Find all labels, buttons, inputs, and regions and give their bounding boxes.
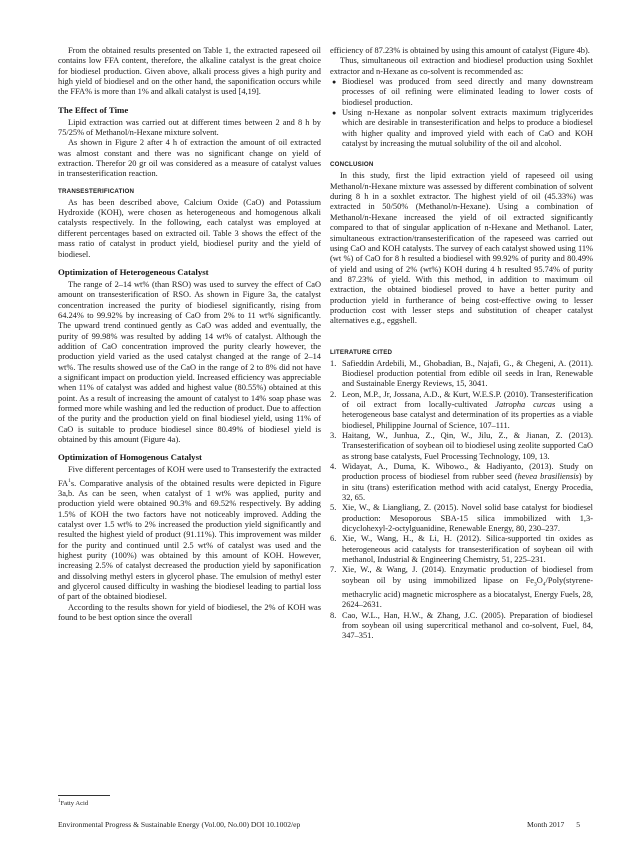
- left-column: [58, 46, 321, 623]
- reference-text: Widayat, A., Duma, K. Wibowo., & Hadiyanto, (2013). Study on production process of biodiesel from rubber seed (: [342, 462, 593, 482]
- reference-text: Xie, W., & Liangliang, Z. (2015). Novel solid base catalyst for biodiesel production: Mesoporous SBA-15 silica immobilized with 1,3-dicyclohexyl-2-octylguanidine, Renewable Energy, 80, 230–237.: [342, 503, 593, 534]
- section-heading-effect-of-time: The Effect of Time: [58, 104, 129, 115]
- subscript: 4: [542, 581, 546, 588]
- reference-item: [330, 431, 593, 462]
- issue-date: [527, 819, 570, 831]
- section-heading-conclusion: CONCLUSION: [330, 161, 374, 169]
- section-heading-heterogeneous-catalyst: Optimization of Heterogeneous Catalyst: [58, 266, 209, 277]
- reference-item: [330, 390, 593, 431]
- list-item-text: Using n-Hexane as nonpolar solvent extracts maximum triglycerides which are desirable in transesterification and helps to produce a biodiesel with higher quality and improved yield with each of CaO and KOH catalyst by increasing the mutual solubility of the oil and alcohol.: [342, 108, 593, 149]
- reference-number: 1.: [330, 358, 337, 368]
- page-footer: [58, 819, 580, 831]
- reference-text: Xie, W., Wang, H., & Li, H. (2012). Silica-supported tin oxides as heterogeneous acid catalysts for transesterification of soybean oil with methanol, Industrial & Engineering Chemistry, 51, 225–231.: [342, 534, 593, 565]
- reference-number: 3.: [330, 431, 337, 440]
- list-item-text: Biodiesel was produced from seed directly and many downstream processes of oil refining were eliminated leading to lower costs of biodiesel production.: [342, 77, 593, 107]
- reference-number: 7.: [330, 565, 337, 575]
- footnote-rule: [58, 795, 110, 796]
- footnote: [58, 795, 321, 808]
- reference-text: Xie, W., & Wang, J. (2014). Enzymatic production of biodiesel from soybean oil by using immobilized lipase on Fe: [342, 565, 593, 585]
- footnote-body: Fatty Acid: [60, 800, 89, 808]
- paragraph: According to the results shown for yield of biodiesel, the 2% of KOH was found to be best option since the overall: [58, 602, 321, 622]
- reference-text: Leon, M.P., Jr, Jossana, A.D., & Kurt, W.E.S.P. (2010). Transesterification of oil extract from locally-cultivated: [342, 389, 593, 409]
- reference-text: /Poly(styrene-methacrylic acid) magnetic microsphere as a biocatalyst, Energy Fuels, 28, 2624–2631.: [342, 575, 594, 610]
- paragraph: As shown in Figure 2 after 4 h of extraction the amount of oil extracted was almost constant and there was no significant change on yield of extraction. Therefor 20 gr oil was considered as a measure of catalyst values in transesterification reaction.: [58, 138, 321, 179]
- paragraph: In this study, first the lipid extraction yield of rapeseed oil using Methanol/n-Hexane mixture was assessed by different combination of solvent during 8 h in a soxhlet extractor. The highest yield of oil (45.33%) was extracted in 50/50% (Methanol/n-Hexane). Using a combination of Methanol/n-Hexane increased the yield of oil extracted significantly compared to that of singular application of n-Hexane and Methanol. Later, simultaneous extraction/transesterification of the rapeseed was carried out using CaO and KOH catalysts. The survey of each catalyst showed using 11% (wt %) of CaO for 8 h resulted a biodiesel with 99.92% of purity and 80.49% of yield and using of 2% (wt%) KOH during 4 h resulted 95.74% of purity and 87.23% of yield. With this method, in addition to maximum oil extraction, the obtained biodiesel proved to have a better purity and production yield in furtherance of being cost-effective owing to lesser production cost with lesser steps and substitution of cheaper catalyst alternatives e.g., eggshell.: [330, 171, 593, 326]
- paragraph: The range of 2–14 wt% (than RSO) was used to survey the effect of CaO amount on transesterification of RSO. As shown in Figure 3a, the catalyst concentration increased the purity of biodiesel significantly, rising from 64.24% to 99.92% by increasing of CaO from 2% to 11 wt% significantly. The upward trend continued gently as CaO was added and eventually, the purity of 99.98% was resulted by adding 14 wt% of catalyst. Although the addition of CaO concentration improved the purity clearly however, the production yield varied as the used catalyst changed at the range of 2–14 wt%. The results showed use of the CaO in the range of 2 to 8% did not have a significant impact on production yield. Increased efficiency was appreciable when 11% of catalyst was added and highest value (80.55%) obtained at this point. As a result of increasing the amount of catalyst to 14% soap phase was formed more while washing and led the reduction of product. Due to affection of the purity and the production yield on final biodiesel yield, using 11% of CaO is suitable to produce biodiesel since 80.49% of biodiesel yield is obtained by this amount (Figure 4a).: [58, 279, 321, 444]
- list-item: [330, 77, 593, 108]
- reference-number: 5.: [330, 503, 337, 513]
- reference-text: Safieddin Ardebili, M., Ghobadian, B., Najafi, G., & Chegeni, A. (2011). Biodiesel production potential from edible oil seeds in Iran, Renewable and Sustainable Energy Reviews, 15, 3041.: [342, 358, 593, 389]
- paragraph-text: Five different percentages of KOH were used to Transesterify the extracted FA: [58, 465, 321, 488]
- section-heading-homogenous-catalyst: Optimization of Homogenous Catalyst: [58, 452, 202, 463]
- paragraph: Lipid extraction was carried out at different times between 2 and 8 h by 75/25% of Methanol/n-Hexane mixture solvent.: [58, 117, 321, 138]
- reference-item: [330, 534, 593, 565]
- reference-italic: Jatropha curcas: [495, 399, 556, 409]
- footnote-text: [58, 798, 321, 808]
- footnote-marker: 1: [68, 477, 71, 484]
- reference-text: Haitang, W., Junhua, Z., Qin, W., Jilu, Z., & Jianan, Z. (2013). Transesterification of soybean oil to biodiesel using zeolite supported CaO as strong base catalysts, Fuel Processing Technology, 109, 13.: [342, 431, 593, 461]
- recommendation-list: [330, 77, 593, 149]
- paragraph-text: s. Comparative analysis of the obtained results were depicted in Figure 3a,b. As can be seen, when catalyst of 1 wt% was applied, purity and production yield were obtained 90.3% and 69.52% respectively. By adding 1.5% of KOH the two factors have not noticeably improved. Adding the catalyst over 1.5 wt% to 2% increased the production yield significantly and resulted the highest yield of product (91.11%). This improvement was milder for the purity and continued until 2.5 wt% of catalyst was used and the highest purity (100%) was obtained by this amount of KOH. However, increasing 2.5% of catalyst decreased the production yield by saponification and dissolving methyl esters in glycerol phase. The emulsion of methyl ester and glycerol caused difficulty in washing the biodiesel leading to partial loss of part of the obtained biodiesel.: [58, 478, 321, 602]
- reference-text: ) by in situ (trans) esterification method with acid catalyst, Energy Procedia, 32, 65.: [342, 472, 593, 503]
- reference-item: [330, 565, 593, 610]
- reference-number: 8.: [330, 610, 337, 620]
- reference-text: O: [536, 575, 543, 585]
- paragraph: [58, 465, 321, 602]
- footer-spacer: [564, 820, 570, 829]
- reference-text: using a heterogeneous base catalyst and determination of its properties as a viable biodiesel, Philippine Journal of Science, 107–111.: [342, 399, 594, 430]
- bullet-icon: ●: [332, 109, 337, 118]
- list-item: [330, 108, 593, 149]
- reference-italic: hevea brasiliensis: [517, 472, 579, 482]
- page-number: 5: [576, 820, 580, 829]
- bullet-icon: ●: [332, 78, 337, 87]
- right-column: [330, 46, 593, 642]
- reference-item: [330, 503, 593, 534]
- reference-list: [330, 359, 593, 642]
- reference-number: 4.: [330, 462, 337, 472]
- paragraph: As has been described above, Calcium Oxide (CaO) and Potassium Hydroxide (KOH), were chosen as heterogeneous and homogenous alkali catalysts respectively. In the following, each catalyst was employed at different percentages based on extracted oil. Table 3 shows the effect of the mass ratio of catalyst in product yield, biodiesel purity and the yield of biodiesel.: [58, 197, 321, 259]
- paragraph: From the obtained results presented on Table 1, the extracted rapeseed oil contains low FFA content, therefore, the alkaline catalyst is the great choice for biodiesel production. Given above, alkali process gives a high purity and high yield of biodiesel and on the other hand, the saponification occurs while the FFA% is more than 1% and alkali catalyst is used [4,19].: [58, 46, 321, 97]
- footnote-mark: 1: [58, 799, 61, 804]
- subscript: 3: [533, 581, 537, 588]
- paragraph: efficiency of 87.23% is obtained by using this amount of catalyst (Figure 4b).: [330, 46, 590, 55]
- journal-citation: Environmental Progress & Sustainable Energy (Vol.00, No.00) DOI 10.1002/ep: [58, 820, 301, 829]
- paragraph: Thus, simultaneous oil extraction and biodiesel production using Soxhlet extractor and n-Hexane as co-solvent is recommended as:: [330, 56, 593, 76]
- section-heading-transesterification: TRANSESTERIFICATION: [58, 187, 135, 195]
- reference-item: [330, 359, 593, 390]
- reference-item: [330, 611, 593, 642]
- reference-text: Cao, W.L., Han, H.W., & Zhang, J.C. (2005). Preparation of biodiesel from soybean oil using supercritical methanol and co-solvent, Fuel, 84, 347–351.: [342, 610, 593, 641]
- issue-date-text: Month 2017: [526, 820, 565, 829]
- section-heading-literature-cited: LITERATURE CITED: [330, 348, 393, 356]
- reference-number: 6.: [330, 534, 337, 544]
- reference-item: [330, 462, 593, 503]
- reference-number: 2.: [330, 389, 337, 399]
